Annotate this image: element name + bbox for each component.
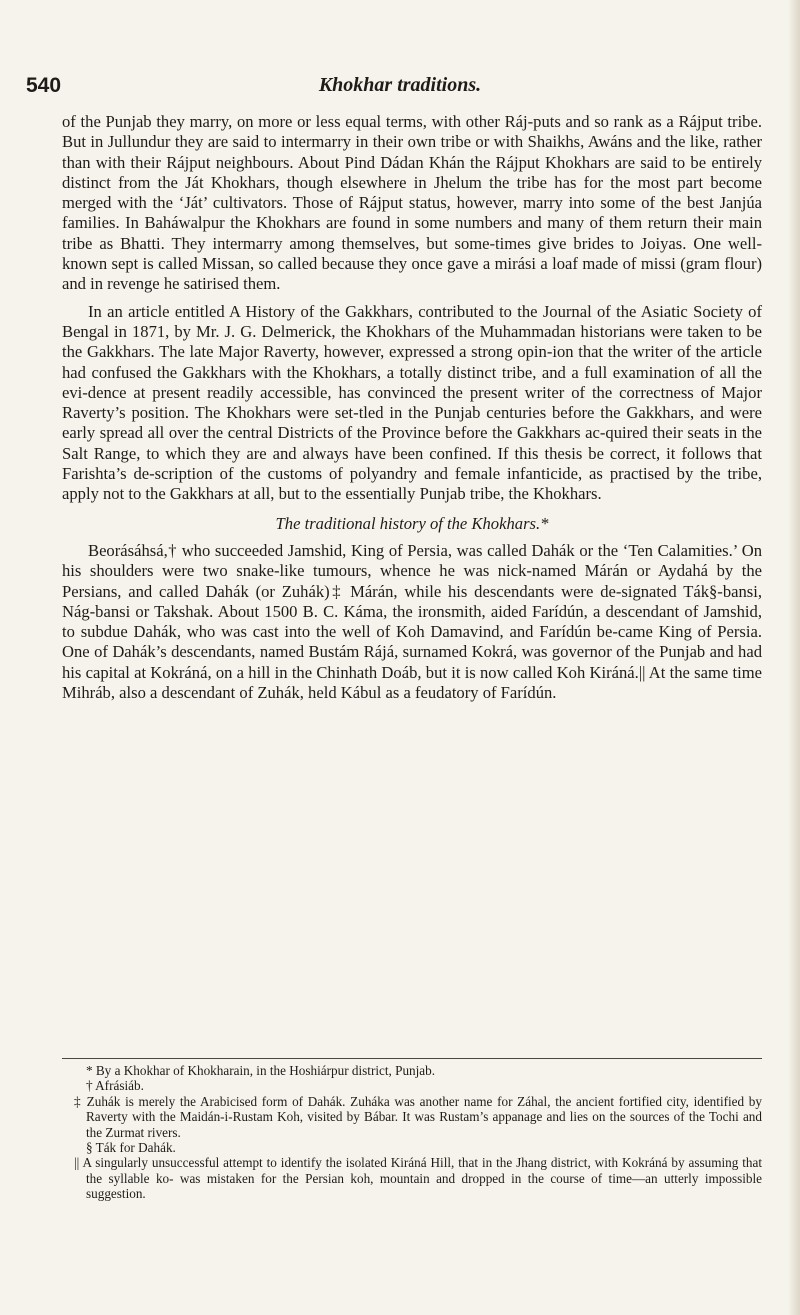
footnote-2: † Afrásiáb. — [86, 1078, 144, 1094]
footnote-1: * By a Khokhar of Khokharain, in the Hoshiárpur district, Punjab. — [86, 1063, 436, 1078]
page-header — [26, 74, 774, 106]
paragraph-3: Beorásáhsá,† who succeeded Jamshid, King of Persia, was called Dahák or the ‘Ten Calamities.’ On his shoulders were two snake-like tumours, whence he was nick-named Márán or Aydahá by the Persians, and called Dahák (or Zuhák)‡ Márán, while his descendants were de-signated Ták§-bansi, Nág-bansi or Takshak. About 1500 B. C. Káma, the ironsmith, aided Farídún, a descendant of Jamshid, to subdue Dahák, who was cast into the well of Koh Damavind, and Farídún be-came King of Persia. One of Dahák’s descendants, named Bustám Rájá, surnamed Kokrá, was governor of the Punjab and had his capital at Kokráná, on a hill in the Chinhath Doáb, but it is now called Koh Kiráná.|| At the same time Mihráb, also a descendant of Zuhák, held Kábul as a feudatory of Farídún. — [62, 540, 762, 703]
section-heading: The traditional history of the Khokhars.* — [275, 513, 549, 533]
footnote-5: || A singularly unsuccessful attempt to identify the isolated Kiráná Hill, that in the Jhang district, with Kokráná by assuming that the syllable ko- was mistaken for the Persian koh, mountain and dropped in the course of time—an utterly impossible suggestion. — [74, 1155, 762, 1202]
paragraph-1: of the Punjab they marry, on more or less equal terms, with other Ráj-puts and so rank as a Rájput tribe. But in Jullundur they are said to intermarry in their own tribe or with Shaikhs, Awáns and the like, rather than with their Rájput neighbours. About Pind Dádan Khán the Rájput Khokhars are said to be entirely distinct from the Ját Khokhars, though elsewhere in Jhelum the tribe has for the most part become merged with the ‘Ját’ cultivators. Those of Rájput status, however, marry into some of the best Janjúa families. In Baháwalpur the Khokhars are found in some numbers and many of them return their main tribe as Bhatti. They intermarry among themselves, but some-times give brides to Joiyas. One well-known sept is called Missan, so called because they once gave a mirási a loaf made of missi (gram flour) and in revenge he satirised them. — [62, 112, 762, 294]
footnote-3: ‡ Zuhák is merely the Arabicised form of Dahák. Zuháka was another name for Záhal, the ancient fortified city, identified by Raverty with the Maidán-i-Rustam Koh, visited by Bábar. It was Rustam’s appanage and lies on the sources of the Tochi and the Zurmat rivers. — [74, 1093, 762, 1140]
footnotes — [62, 1063, 762, 1202]
footnote-rule — [62, 1058, 762, 1059]
page-number: 540 — [26, 74, 62, 97]
footnote-4: § Ták for Dahák. — [86, 1140, 176, 1156]
paragraph-2: In an article entitled A History of the Gakkhars, contributed to the Journal of the Asiatic Society of Bengal in 1871, by Mr. J. G. Delmerick, the Khokhars of the Muhammadan historians were taken to be the Gakkhars. The late Major Raverty, however, expressed a strong opin-ion that the writer of the article had confused the Gakkhars with the Khokhars, a totally distinct tribe, and a full examination of all the evi-dence at present readily accessible, has convinced the present writer of the correctness of Major Raverty’s position. The Khokhars were set-tled in the Punjab centuries before the Gakkhars, and were early spread all over the central Districts of the Province before the Gakkhars ac-quired their seats in the Salt Range, to which they are and always have been confined. If this thesis be correct, it follows that Farishta’s de-scription of the customs of polyandry and female infanticide, as practised by the tribe, apply not to the Gakkhars at all, but to the essentially Punjab tribe, the Khokhars. — [62, 301, 762, 504]
page-edge-shadow — [788, 0, 800, 1315]
body-text — [62, 112, 762, 703]
running-title: Khokhar traditions. — [318, 74, 482, 96]
